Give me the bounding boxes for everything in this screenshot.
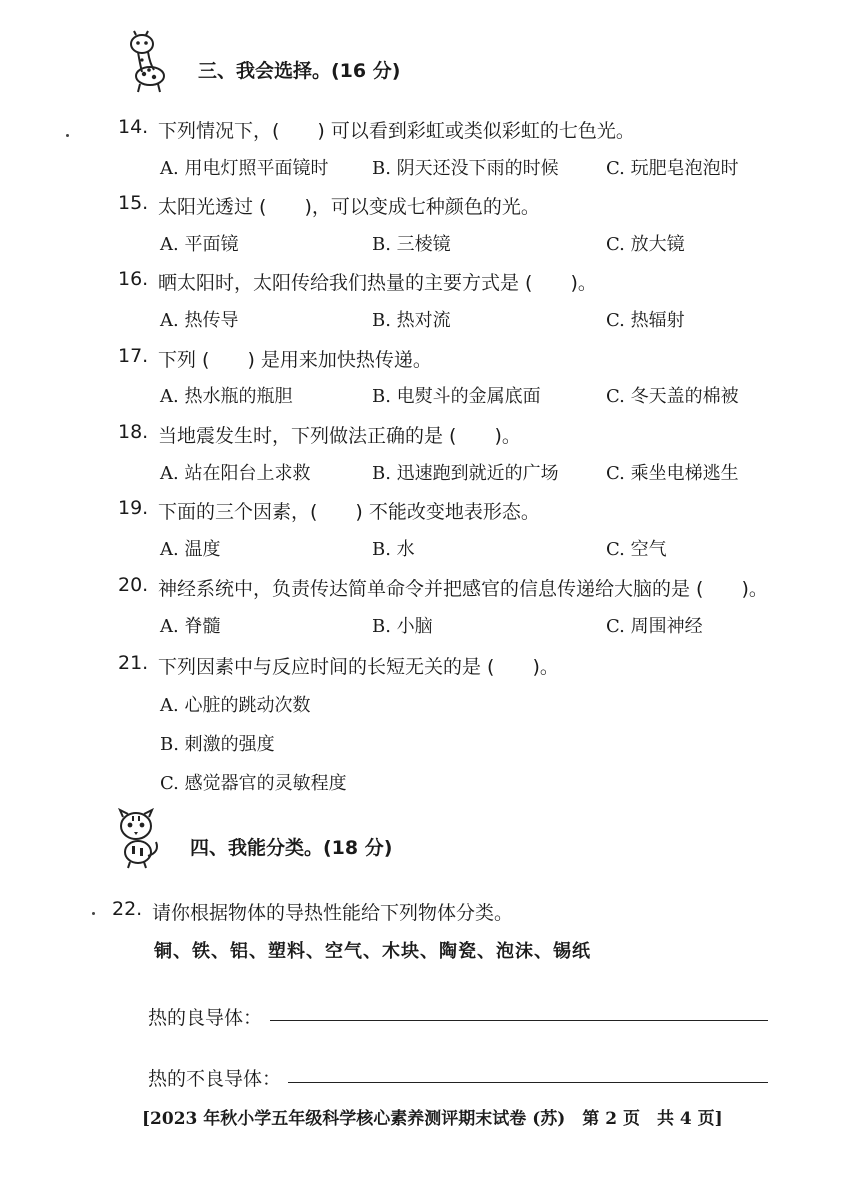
question-22-item-list: 铜、铁、铝、塑料、空气、木块、陶瓷、泡沫、锡纸 [154, 941, 591, 962]
question-14-option-a: A. 用电灯照平面镜时 [160, 158, 329, 179]
section-three-title: 三、我会选择。(16 分) [198, 60, 401, 82]
question-21-text: 下列因素中与反应时间的长短无关的是 ( )。 [158, 656, 559, 678]
question-16-option-b: B. 热对流 [372, 310, 451, 331]
question-20-number: 20. [118, 574, 149, 596]
scan-speck [66, 134, 69, 137]
poor-conductor-answer-line[interactable] [288, 1082, 768, 1083]
question-22-number: 22. [112, 898, 143, 920]
good-conductor-label: 热的良导体： [148, 1007, 263, 1029]
question-19-option-b: B. 水 [372, 539, 415, 560]
question-19-text: 下面的三个因素，( ) 不能改变地表形态。 [158, 501, 540, 523]
question-17-option-b: B. 电熨斗的金属底面 [372, 386, 541, 407]
question-21-option-b: B. 刺激的强度 [160, 734, 275, 755]
question-21-option-a: A. 心脏的跳动次数 [160, 695, 311, 716]
question-15-option-a: A. 平面镜 [160, 234, 239, 255]
question-20-option-c: C. 周围神经 [606, 616, 703, 637]
question-14-option-c: C. 玩肥皂泡泡时 [606, 158, 739, 179]
question-18-number: 18. [118, 421, 149, 443]
question-14-text: 下列情况下，( ) 可以看到彩虹或类似彩虹的七色光。 [158, 120, 635, 142]
question-17-text: 下列 ( ) 是用来加快热传递。 [158, 349, 432, 371]
question-15-option-c: C. 放大镜 [606, 234, 685, 255]
question-21-number: 21. [118, 652, 149, 674]
question-18-option-b: B. 迅速跑到就近的广场 [372, 463, 559, 484]
tiger-cub-mascot-icon [112, 808, 164, 870]
question-18-text: 当地震发生时，下列做法正确的是 ( )。 [158, 425, 521, 447]
question-21-option-c: C. 感觉器官的灵敏程度 [160, 773, 347, 794]
question-22-text: 请你根据物体的导热性能给下列物体分类。 [152, 902, 514, 924]
question-17-number: 17. [118, 345, 149, 367]
page-footer: [2023 年秋小学五年级科学核心素养测评期末试卷 (苏) 第 2 页 共 4 页] [142, 1109, 723, 1129]
question-15-option-b: B. 三棱镜 [372, 234, 451, 255]
question-16-option-a: A. 热传导 [160, 310, 239, 331]
question-15-number: 15. [118, 192, 149, 214]
question-19-option-c: C. 空气 [606, 539, 667, 560]
question-18-option-a: A. 站在阳台上求救 [160, 463, 311, 484]
section-four-title: 四、我能分类。(18 分) [190, 837, 393, 859]
question-16-text: 晒太阳时，太阳传给我们热量的主要方式是 ( )。 [158, 272, 597, 294]
scan-speck [92, 912, 95, 915]
question-20-option-a: A. 脊髓 [160, 616, 221, 637]
question-16-number: 16. [118, 268, 149, 290]
good-conductor-answer-line[interactable] [270, 1020, 768, 1021]
poor-conductor-label: 热的不良导体： [148, 1068, 282, 1090]
giraffe-mascot-icon [124, 30, 174, 94]
question-17-option-c: C. 冬天盖的棉被 [606, 386, 739, 407]
question-19-option-a: A. 温度 [160, 539, 221, 560]
question-16-option-c: C. 热辐射 [606, 310, 685, 331]
question-18-option-c: C. 乘坐电梯逃生 [606, 463, 739, 484]
question-19-number: 19. [118, 497, 149, 519]
question-17-option-a: A. 热水瓶的瓶胆 [160, 386, 293, 407]
question-20-text: 神经系统中，负责传达简单命令并把感官的信息传递给大脑的是 ( )。 [158, 578, 768, 600]
question-20-option-b: B. 小脑 [372, 616, 433, 637]
question-15-text: 太阳光透过 ( )，可以变成七种颜色的光。 [158, 196, 540, 218]
question-14-number: 14. [118, 116, 149, 138]
question-14-option-b: B. 阴天还没下雨的时候 [372, 158, 559, 179]
